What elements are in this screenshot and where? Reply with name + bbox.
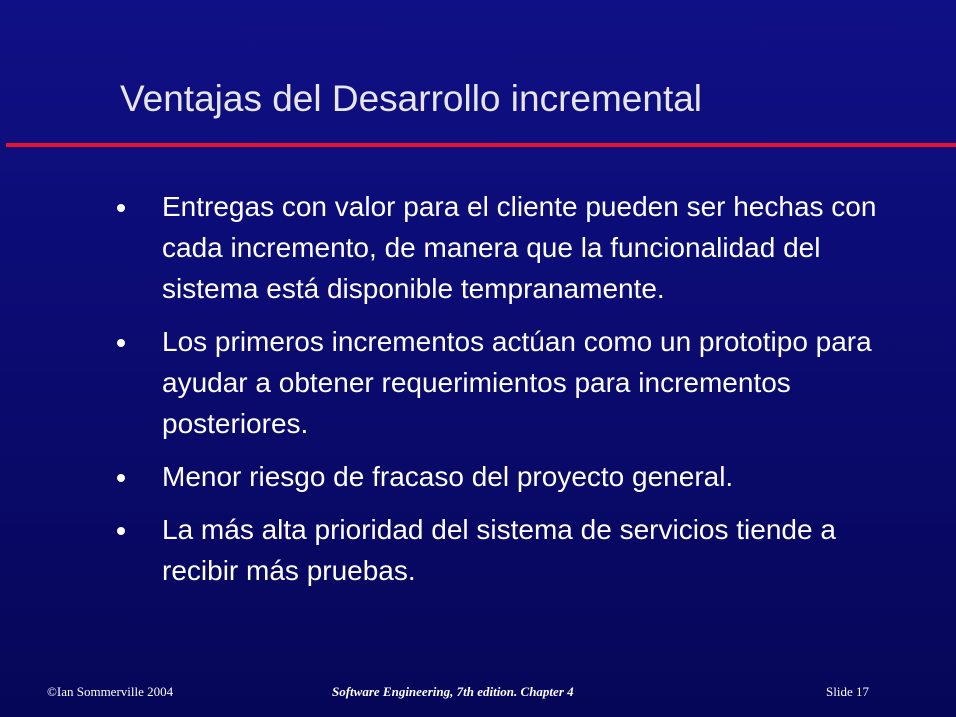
bullet-dot-icon bbox=[117, 339, 125, 347]
footer-slide-number: Slide 17 bbox=[826, 684, 869, 699]
bullet-item bbox=[116, 186, 916, 309]
footer-book-title: Software Engineering, 7th edition. Chapter 4 bbox=[332, 684, 574, 699]
bullet-item bbox=[116, 456, 916, 497]
bullet-item bbox=[116, 509, 916, 591]
bullet-dot-icon bbox=[117, 204, 125, 212]
bullet-dot-icon bbox=[117, 474, 125, 482]
bullet-text: Menor riesgo de fracaso del proyecto general. bbox=[162, 461, 734, 492]
bullet-list bbox=[116, 186, 916, 603]
footer-copyright: ©Ian Sommerville 2004 bbox=[47, 684, 174, 699]
bullet-text: La más alta prioridad del sistema de servicios tiende a recibir más pruebas. bbox=[162, 514, 836, 586]
bullet-text: Entregas con valor para el cliente pueden ser hechas con cada incremento, de manera que la funcionalidad del sistema está disponible tempranamente. bbox=[162, 191, 877, 304]
bullet-dot-icon bbox=[117, 527, 125, 535]
bullet-item bbox=[116, 321, 916, 444]
bullet-text: Los primeros incrementos actúan como un prototipo para ayudar a obtener requerimientos para incrementos posteriores. bbox=[162, 326, 872, 439]
title-divider bbox=[6, 143, 956, 147]
slide-title: Ventajas del Desarrollo incremental bbox=[120, 78, 703, 119]
